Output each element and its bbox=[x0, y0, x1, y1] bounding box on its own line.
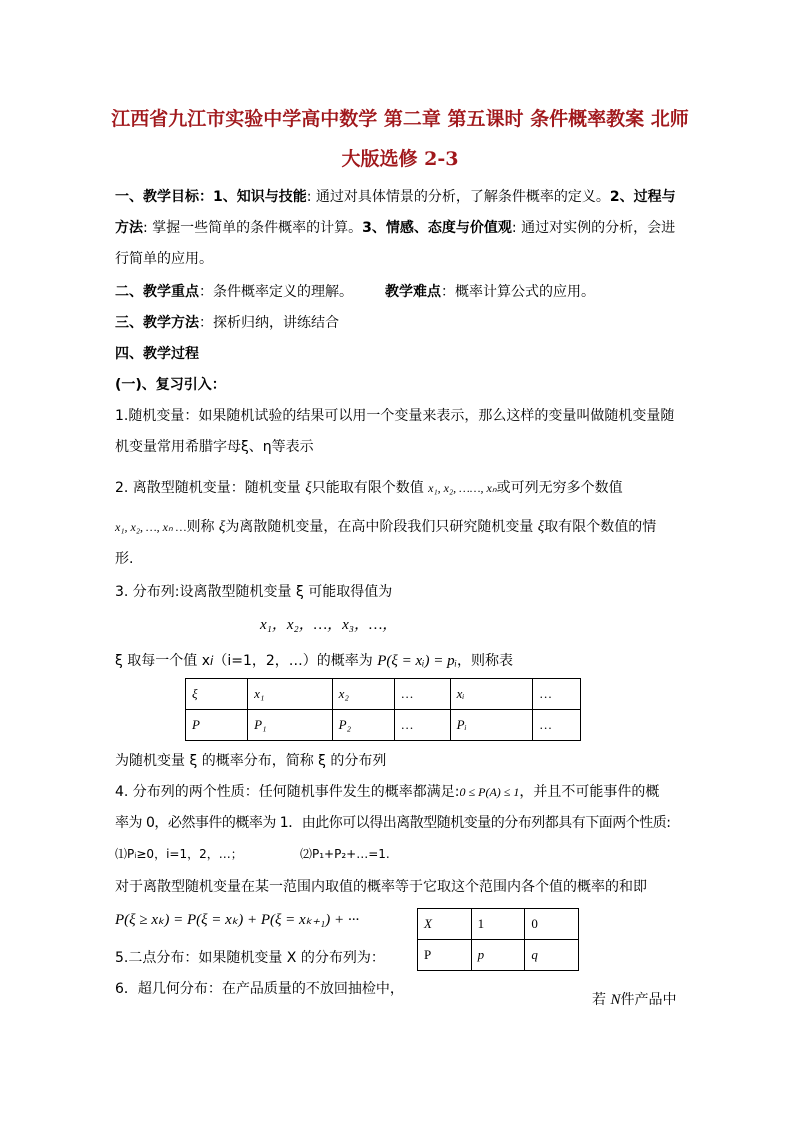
table-cell: x₂ bbox=[332, 679, 394, 710]
hypergeometric-right-b: 件产品中 bbox=[620, 992, 677, 1008]
hypergeometric-right bbox=[592, 989, 676, 1009]
table-row bbox=[418, 909, 579, 940]
distribution-table bbox=[185, 678, 581, 741]
properties-text-a: 4. 分布列的两个性质：任何随机事件发生的概率都满足: bbox=[115, 784, 460, 800]
table-cell: … bbox=[533, 679, 581, 710]
discrete-text-a: 2. 离散型随机变量：随机变量 bbox=[115, 480, 301, 496]
goal-knowledge-text: : 通过对具体情景的分析，了解条件概率的定义。 bbox=[306, 189, 610, 205]
table-cell: P₂ bbox=[332, 710, 394, 741]
discrete-text-f: 取有限个数值的情 bbox=[544, 519, 657, 535]
random-variable-line-1: 1.随机变量：如果随机试验的结果可以用一个变量来表示，那么这样的变量叫做随机变量随 bbox=[115, 408, 675, 424]
distribution-formula: P(ξ = xᵢ) = pᵢ bbox=[377, 653, 457, 669]
properties-line-4: 对于离散型随机变量在某一范围内取值的概率等于它取这个范围内各个值的概率的和即 bbox=[115, 879, 647, 895]
two-point-line: 5.二点分布：如果随机变量 X 的分布列为： bbox=[115, 950, 385, 966]
goals-line-3: 行简单的应用。 bbox=[115, 251, 213, 267]
properties-line-1 bbox=[115, 781, 659, 801]
properties-text-b: ，并且不可能事件的概 bbox=[519, 784, 660, 800]
table-cell: … bbox=[394, 710, 450, 741]
property-1: ⑴Pᵢ≥0，i=1，2，…； bbox=[115, 847, 243, 861]
distribution-summary: 为随机变量 ξ 的概率分布，简称 ξ 的分布列 bbox=[115, 753, 387, 769]
title-line-2: 大版选修 2-3 bbox=[341, 148, 459, 170]
discrete-text-c: 或可列无穷多个数值 bbox=[496, 480, 623, 496]
hypergeometric-right-a: 若 bbox=[592, 992, 606, 1008]
method-text: ：探析归纳，讲练结合 bbox=[199, 315, 339, 331]
n-symbol: N bbox=[610, 992, 621, 1008]
key-heading: 二、教学重点 bbox=[115, 284, 199, 300]
xi-symbol: ξ bbox=[537, 519, 545, 535]
key-text: ：条件概率定义的理解。 bbox=[199, 284, 353, 300]
table-cell: P bbox=[418, 940, 472, 971]
difficulty-text: ：概率计算公式的应用。 bbox=[441, 284, 595, 300]
table-cell: 0 bbox=[525, 909, 579, 940]
distribution-line-1: 3. 分布列:设离散型随机变量 ξ 可能取得值为 bbox=[115, 584, 393, 600]
discrete-text-e: 为离散随机变量，在高中阶段我们只研究随机变量 bbox=[225, 519, 534, 535]
table-cell: … bbox=[394, 679, 450, 710]
discrete-line-3: 形. bbox=[115, 551, 134, 567]
value-sequence-1: x₁, x₂, ……, xₙ bbox=[428, 481, 497, 495]
table-row bbox=[418, 940, 579, 971]
table-cell: P bbox=[186, 710, 248, 741]
hypergeometric-line: 6．超几何分布：在产品质量的不放回抽检中， bbox=[115, 981, 404, 997]
goal-method-text: : 掌握一些简单的条件概率的计算。 bbox=[143, 220, 363, 236]
probability-inequality: 0 ≤ P(A) ≤ 1 bbox=[459, 785, 520, 799]
table-cell: P₁ bbox=[248, 710, 332, 741]
difficulty-heading: 教学难点 bbox=[385, 284, 441, 300]
cumulative-formula: P(ξ ≥ xₖ) = P(ξ = xₖ) + P(ξ = xₖ₊₁) + ··· bbox=[115, 912, 360, 928]
distribution-text-c: ，则称表 bbox=[456, 653, 513, 669]
discrete-line-1 bbox=[115, 477, 623, 497]
process-heading: 四、教学过程 bbox=[115, 346, 199, 362]
goals-line-2 bbox=[115, 217, 675, 237]
table-cell: x₁ bbox=[248, 679, 332, 710]
table-cell: X bbox=[418, 909, 472, 940]
table-cell: ξ bbox=[186, 679, 248, 710]
random-variable-line-2: 机变量常用希腊字母ξ、η等表示 bbox=[115, 439, 314, 455]
distribution-text-b: （i=1，2，…）的概率为 bbox=[213, 653, 373, 669]
discrete-text-d: 则称 bbox=[186, 519, 215, 535]
value-sequence-2: x₁, x₂, …, xₙ … bbox=[115, 520, 187, 534]
xi-symbol: ξ bbox=[218, 519, 226, 535]
goal-attitude-text: : 通过对实例的分析，会进 bbox=[511, 220, 676, 236]
properties-line-2: 率为 0，必然事件的概率为 1．由此你可以得出离散型随机变量的分布列都具有下面两个性质: bbox=[115, 815, 671, 831]
table-cell: q bbox=[525, 940, 579, 971]
xi-symbol: ξ bbox=[305, 480, 312, 496]
goals-heading: 一、教学目标： bbox=[115, 189, 213, 205]
distribution-text-a: ξ 取每一个值 x bbox=[115, 653, 210, 669]
table-cell: … bbox=[533, 710, 581, 741]
table-cell: 1 bbox=[471, 909, 525, 940]
method-heading: 三、教学方法 bbox=[115, 315, 199, 331]
table-row bbox=[186, 679, 581, 710]
goal-method-label: 方法 bbox=[115, 220, 143, 236]
method-line bbox=[115, 312, 339, 332]
two-point-table bbox=[417, 908, 579, 971]
goal-process-label: 2、过程与 bbox=[609, 189, 676, 205]
goal-attitude-label: 3、情感、态度与价值观 bbox=[362, 220, 512, 236]
distribution-values: x₁，x₂，…，x₃，…， bbox=[260, 617, 398, 633]
table-cell: xᵢ bbox=[450, 679, 532, 710]
table-cell: p bbox=[471, 940, 525, 971]
table-cell: Pᵢ bbox=[450, 710, 532, 741]
table-row bbox=[186, 710, 581, 741]
title-line-1: 江西省九江市实验中学高中数学 第二章 第五课时 条件概率教案 北师 bbox=[111, 108, 689, 130]
process-sub-heading: (一)、复习引入： bbox=[115, 377, 226, 393]
goal-knowledge-label: 1、知识与技能 bbox=[213, 189, 307, 205]
discrete-line-2 bbox=[115, 516, 656, 536]
discrete-text-b: 只能取有限个数值 bbox=[311, 480, 424, 496]
distribution-line-3: ξ 取每一个值 xi（i=1，2，…）的概率为 P(ξ = xᵢ) = pᵢ，则称表 bbox=[115, 653, 513, 669]
key-points-line bbox=[115, 281, 595, 301]
property-2: ⑵P₁+P₂+…=1. bbox=[300, 847, 390, 861]
goals-line-1 bbox=[115, 186, 676, 206]
